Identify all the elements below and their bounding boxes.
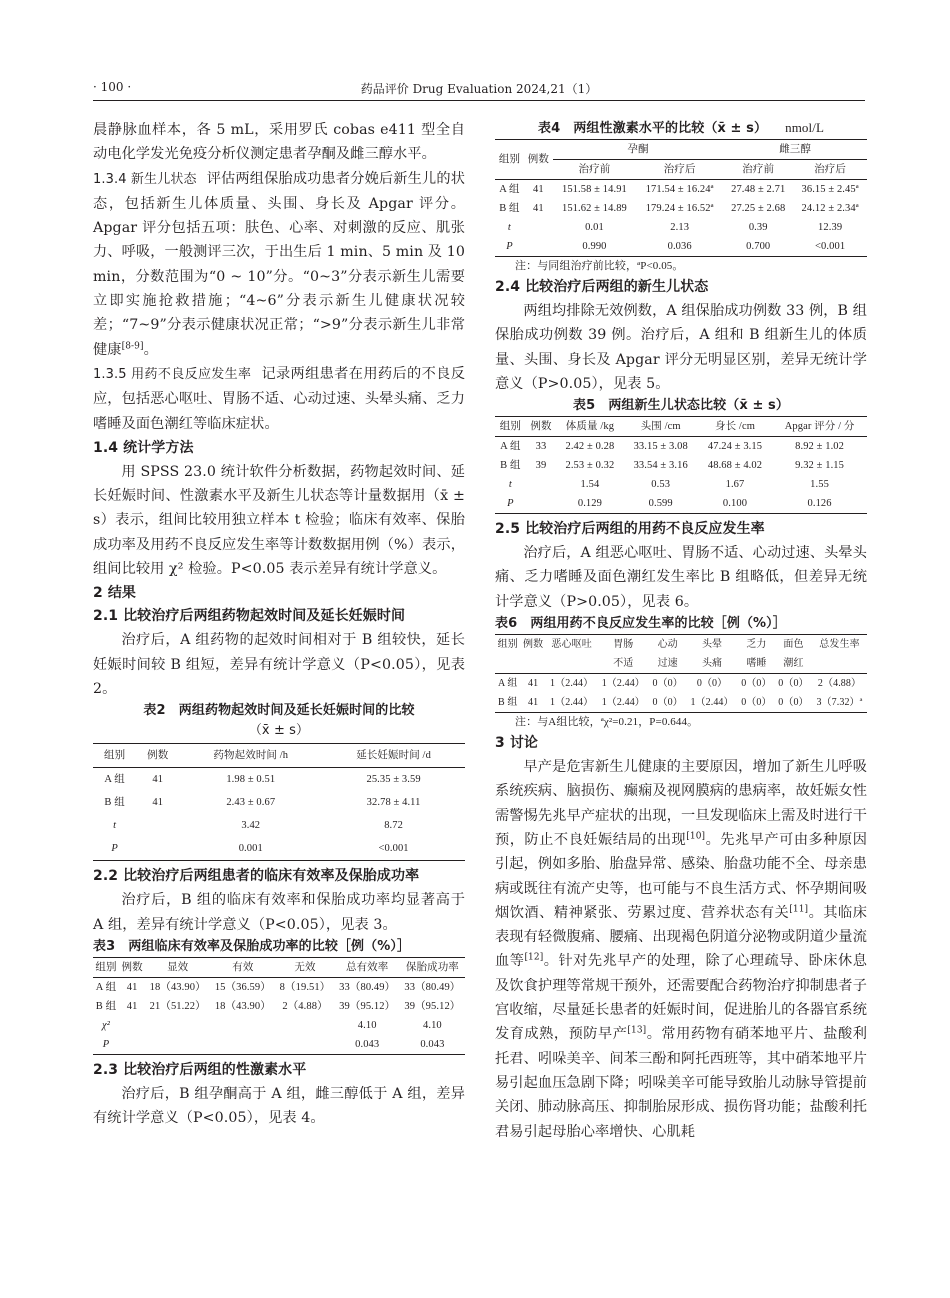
- table-cell: <0.001: [378, 843, 409, 855]
- table-cell: [145, 1035, 210, 1055]
- subsection-title: 1.3.4 新生儿状态: [93, 171, 197, 187]
- table6-note: 注：与A组比较，ªχ²=0.21，P=0.644。: [515, 716, 699, 729]
- table-cell: t: [507, 222, 511, 233]
- table-header: 心动: [657, 639, 678, 651]
- table-cell: 0.01: [585, 222, 604, 233]
- table-cell: 1（2.44）: [601, 678, 645, 690]
- table-header: 总有效率: [335, 957, 400, 977]
- table-header: 组别: [93, 744, 136, 768]
- table-row: [495, 180, 867, 200]
- heading-2-1: 2.1 比较治疗后两组药物起效时间及延长妊娠时间: [93, 608, 406, 625]
- table-cell: 0（0）: [778, 697, 809, 709]
- table-cell: 33: [535, 441, 547, 453]
- table-6: [495, 634, 867, 713]
- table-cell: 8（19.51）: [279, 981, 331, 993]
- table-cell: 0.990: [582, 241, 607, 252]
- table-subheader: 治疗后: [636, 160, 723, 180]
- heading-2-3: 2.3 比较治疗后两组的性激素水平: [93, 1061, 307, 1078]
- table-cell: 3（7.32）ª: [816, 697, 863, 709]
- table-subheader: 治疗前: [553, 160, 636, 180]
- paragraph-2-3: 治疗后，B 组孕酮高于 A 组，雌三醇低于 A 组，差异有统计学意义（P<0.05），见表 4。: [93, 1085, 465, 1127]
- table2-caption: 表2 两组药物起效时间及延长妊娠时间的比较: [143, 703, 415, 719]
- heading-2-5: 2.5 比较治疗后两组的用药不良反应发生率: [495, 521, 765, 538]
- table-header: 组别: [495, 140, 524, 180]
- table-cell: χ²: [102, 1019, 110, 1031]
- table-row: [93, 997, 465, 1016]
- table-cell: B 组: [499, 203, 520, 214]
- table-cell: t: [113, 820, 117, 832]
- table-cell: 18（43.90）: [149, 981, 206, 993]
- table-header: 组别: [497, 639, 518, 651]
- table-header: 例数: [526, 417, 557, 437]
- table-header: [546, 654, 598, 674]
- table-header: 药物起效时间 /h: [179, 744, 322, 768]
- left-column: [93, 118, 465, 1130]
- table-cell: [526, 475, 557, 494]
- table-cell: A 组: [497, 678, 518, 690]
- paragraph-statistics: 用 SPSS 23.0 统计软件分析数据，药物起效时间、延长妊娠时间、性激素水平及新生儿状态等计量数据用（x̄ ± s）表示，组间比较用独立样本 t 检验；临床有效率、保胎成功率及用药不良反应发生率等计数数据用例（%）表示，组间比较用 χ² 检验。P<0.05 表示差异有统计学意义。: [93, 463, 465, 578]
- table-row: [495, 456, 867, 475]
- table-cell: [210, 1016, 275, 1035]
- table-cell: 15（36.59）: [214, 981, 271, 993]
- table-row: [93, 814, 465, 837]
- table-cell: 171.54 ± 16.24ª: [645, 184, 714, 195]
- table-cell: 2（4.88）: [282, 1000, 328, 1012]
- table-cell: 4.10: [423, 1019, 442, 1031]
- table-cell: [524, 237, 553, 257]
- table-header: 延长妊娠时间 /d: [322, 744, 465, 768]
- table-cell: 48.68 ± 4.02: [707, 460, 763, 472]
- table-cell: [526, 494, 557, 514]
- table-cell: 1（2.44）: [550, 678, 594, 690]
- table-header: 头晕: [701, 639, 723, 651]
- heading-discussion: 3 讨论: [495, 735, 539, 752]
- table-header: 组别: [93, 957, 119, 977]
- table-cell: 33（80.49）: [404, 981, 461, 993]
- table-subheader: 治疗前: [723, 160, 793, 180]
- table-row: [93, 768, 465, 792]
- table-cell: 41: [152, 797, 164, 809]
- table-header: Apgar 评分 / 分: [772, 417, 867, 437]
- table-header: 显效: [145, 957, 210, 977]
- table-cell: 179.24 ± 16.52ª: [645, 203, 714, 214]
- table5-caption: 表5 两组新生儿状态比较（x̄ ± s）: [572, 398, 789, 414]
- table-header: 组别: [495, 417, 526, 437]
- table-row: [495, 218, 867, 237]
- table-header: 头痛: [686, 654, 738, 674]
- table-2: [93, 743, 465, 861]
- table-cell: 0（0）: [652, 697, 683, 709]
- section-1-3-5: 1.3.5 用药不良反应发生率 记录两组患者在用药后的不良反应，包括恶心呕吐、胃肠不适、心动过速、头晕头痛、乏力嗜睡及面色潮红等临床症状。: [93, 365, 465, 432]
- table-cell: 41: [532, 203, 544, 214]
- table-row: [495, 437, 867, 457]
- table-cell: 33.54 ± 3.16: [633, 460, 688, 472]
- table-cell: 24.12 ± 2.34ª: [801, 203, 859, 214]
- table-subheader: 治疗后: [793, 160, 867, 180]
- table4-unit: nmol/L: [785, 120, 824, 135]
- table-cell: 2.42 ± 0.28: [565, 441, 615, 453]
- table-cell: 41: [126, 1000, 138, 1012]
- table-cell: 151.62 ± 14.89: [561, 203, 627, 214]
- citation: [8-9]: [121, 340, 144, 351]
- heading-1-4: 1.4 统计学方法: [93, 439, 194, 456]
- table-cell: 1.54: [580, 479, 600, 491]
- table-header: 孕酮: [553, 140, 723, 160]
- table-header: 有效: [210, 957, 275, 977]
- table-cell: [524, 218, 553, 237]
- paragraph-2-4: 两组均排除无效例数，A 组保胎成功例数 33 例，B 组保胎成功例数 39 例。治疗后，A 组和 B 组新生儿的体质量、头围、身长及 Apgar 评分无明显区别，差异无统计学意义（P>0.05），见表 5。: [495, 303, 867, 392]
- table-cell: 21（51.22）: [149, 1000, 206, 1012]
- table-row: [93, 791, 465, 814]
- table-header: 面色: [783, 639, 804, 651]
- table-cell: B 组: [104, 797, 125, 809]
- table-cell: 41: [527, 678, 539, 690]
- table-cell: [119, 1016, 145, 1035]
- table-cell: 12.39: [818, 222, 843, 233]
- table-cell: 0（0）: [652, 678, 683, 690]
- table-cell: 2.43 ± 0.67: [226, 797, 276, 809]
- table-header: 身长 /cm: [698, 417, 772, 437]
- table-header: [520, 654, 545, 674]
- table-cell: 0（0）: [741, 678, 772, 690]
- table-row: [93, 837, 465, 861]
- table-cell: 2.53 ± 0.32: [565, 460, 615, 472]
- table-cell: 151.58 ± 14.91: [561, 184, 627, 195]
- table-row: [495, 693, 867, 713]
- table-header: 体质量 /kg: [556, 417, 623, 437]
- table-cell: 8.92 ± 1.02: [795, 441, 844, 453]
- table-cell: A 组: [500, 441, 521, 453]
- table-5: [495, 416, 867, 514]
- table-cell: 0.53: [651, 479, 671, 491]
- journal-title: 药品评价 Drug Evaluation 2024,21（1）: [360, 82, 598, 96]
- table-header: 例数: [119, 957, 145, 977]
- table-header: 头围 /cm: [624, 417, 698, 437]
- table-cell: 1.55: [810, 479, 829, 491]
- paragraph-2-1: 治疗后，A 组药物的起效时间相对于 B 组较快，延长妊娠时间较 B 组短，差异有统计学意义（P<0.05），见表 2。: [93, 632, 465, 697]
- paragraph-2-5: 治疗后，A 组恶心呕吐、胃肠不适、心动过速、头晕头痛、乏力嗜睡及面色潮红发生率比 B 组略低，但差异无统计学意义（P>0.05），见表 6。: [495, 545, 867, 610]
- table-header: 雌三醇: [723, 140, 867, 160]
- table-4: [495, 139, 867, 257]
- table-cell: 0（0）: [741, 697, 772, 709]
- heading-2-4: 2.4 比较治疗后两组的新生儿状态: [495, 279, 709, 295]
- table-header: 不适: [597, 654, 649, 674]
- page-header: [93, 80, 865, 100]
- table-cell: P: [102, 1038, 110, 1050]
- table-cell: 1.98 ± 0.51: [226, 774, 276, 786]
- table-row: [495, 199, 867, 218]
- table-header: 嗜睡: [738, 654, 775, 674]
- table-cell: 1（2.44）: [690, 697, 734, 709]
- table-cell: 33（80.49）: [339, 981, 396, 993]
- heading-2-2: 2.2 比较治疗后两组患者的临床有效率及保胎成功率: [93, 868, 420, 885]
- table-cell: [136, 814, 179, 837]
- table-cell: A 组: [104, 774, 125, 786]
- table-cell: 9.32 ± 1.15: [795, 460, 844, 472]
- table-cell: 4.10: [357, 1019, 377, 1031]
- table-cell: 32.78 ± 4.11: [366, 797, 421, 809]
- table-cell: A 组: [499, 184, 520, 195]
- table-cell: 1（2.44）: [550, 697, 594, 709]
- table6-caption: 表6 两组用药不良反应发生率的比较［例（%）］: [495, 616, 786, 632]
- header-rule: [93, 100, 865, 101]
- table-cell: [275, 1016, 334, 1035]
- paragraph-2-2: 治疗后，B 组的临床有效率和保胎成功率均显著高于 A 组，差异有统计学意义（P<0.05），见表 3。: [93, 892, 465, 933]
- table-cell: 3.42: [241, 820, 261, 832]
- table-cell: 33.15 ± 3.08: [633, 441, 688, 453]
- table-cell: 0.043: [355, 1038, 380, 1050]
- table-cell: 0.001: [238, 843, 263, 855]
- table-row: [93, 1035, 465, 1055]
- table-cell: 8.72: [384, 820, 403, 832]
- table-cell: 1.67: [725, 479, 745, 491]
- citation: [13]: [627, 1025, 647, 1036]
- section-1-3-4: 1.3.4 新生儿状态 评估两组保胎成功患者分娩后新生儿的状态，包括新生儿体质量、头围、身长及 Apgar 评分。Apgar 评分包括五项：肤色、心率、对刺激的反应、肌张力、呼吸，一般测评三次，于出生后 1 min、5 min 及 10 min，分数范围为“0 ~ 10”分。“0~3”分表示新生儿需要立即实施抢救措施；“4~6”分表示新生儿健康状况较差；“7~9”分表示健康状况正常；“>9”分表示新生儿非常健康[8-9]。: [93, 170, 465, 358]
- table-cell: [119, 1035, 145, 1055]
- table-cell: B 组: [500, 460, 521, 472]
- table-cell: 41: [126, 981, 138, 993]
- table3-caption: 表3 两组临床有效率及保胎成功率的比较［例（%）］: [93, 938, 411, 954]
- table-cell: [145, 1016, 210, 1035]
- table-header: 潮红: [775, 654, 812, 674]
- table-header: 总发生率: [819, 639, 860, 651]
- table-cell: A 组: [95, 981, 117, 993]
- table-header: 无效: [275, 957, 334, 977]
- table-header: 乏力: [746, 639, 767, 651]
- table-cell: 1（2.44）: [601, 697, 645, 709]
- table-cell: 25.35 ± 3.59: [366, 774, 421, 786]
- table-cell: 0.100: [722, 498, 748, 510]
- table-cell: P: [506, 241, 513, 252]
- heading-results: 2 结果: [93, 585, 137, 602]
- table4-caption: 表4 两组性激素水平的比较（x̄ ± s） nmol/L: [537, 120, 824, 136]
- table-row: [93, 977, 465, 997]
- table-cell: 2.13: [670, 222, 690, 233]
- table-cell: 0.043: [420, 1038, 445, 1050]
- table-cell: <0.001: [815, 241, 846, 252]
- citation: [10]: [686, 831, 706, 842]
- table-cell: 36.15 ± 2.45ª: [801, 184, 859, 195]
- table-cell: 39（95.12）: [404, 1000, 461, 1012]
- table-cell: 41: [532, 184, 544, 195]
- table-cell: P: [111, 843, 118, 855]
- table-cell: 39（95.12）: [339, 1000, 396, 1012]
- table-cell: 0（0）: [778, 678, 809, 690]
- table-cell: 0.129: [577, 498, 602, 510]
- table-cell: 47.24 ± 3.15: [707, 441, 763, 453]
- table4-note: 注：与同组治疗前比较，ªP<0.05。: [515, 260, 684, 272]
- table-cell: 18（43.90）: [214, 1000, 271, 1012]
- subsection-title: 1.3.5 用药不良反应发生率: [93, 366, 252, 382]
- table-cell: P: [507, 498, 514, 510]
- table-3: [93, 957, 465, 1055]
- table-cell: [275, 1035, 334, 1055]
- table-cell: B 组: [95, 1000, 117, 1012]
- paragraph-discussion: 早产是危害新生儿健康的主要原因，增加了新生儿呼吸系统疾病、脑损伤、癫痫及视网膜病的患病率，故妊娠女性需警惕先兆早产症状的出现，一旦发现临床上需及时进行干预，防止不良妊娠结局的出现[10]。先兆早产可由多种原因引起，例如多胎、胎盘异常、感染、胎盘功能不全、母亲患病或既往有流产史等，也可能与不良生活方式、怀孕期间吸烟饮酒、精神紧张、劳累过度、营养状态有关[11]。其临床表现有轻微腹痛、腰痛、出现褐色阴道分泌物或阴道少量流血等[12]。针对先兆早产的处理，除了心理疏导、卧床休息及饮食护理等常规干预外，还需要配合药物治疗抑制患者子宫收缩，尽量延长患者的妊娠时间，促进胎儿的各器官系统发育成熟，预防早产[13]。常用药物有硝苯地平片、盐酸利托君、吲哚美辛、间苯三酚和阿托西班等，其中硝苯地平片易引起血压急剧下降；吲哚美辛可能导致胎儿动脉导管提前关闭、肺动脉高压、抑制胎尿形成、损伤肾功能；盐酸利托君易引起母胎心率增快、心肌耗: [495, 759, 868, 1140]
- table-header: 例数: [522, 639, 544, 651]
- page-number: · 100 ·: [93, 80, 132, 94]
- table-row: [93, 1016, 465, 1035]
- table-cell: [136, 837, 179, 861]
- paragraph-sampling: 晨静脉血样本，各 5 mL，采用罗氏 cobas e411 型全自动电化学发光免疫分析仪测定患者孕酮及雌三醇水平。: [93, 122, 465, 163]
- table-cell: 27.48 ± 2.71: [731, 184, 786, 195]
- table-header: 胃肠: [613, 639, 634, 651]
- table-row: [495, 674, 867, 694]
- table-cell: 2（4.88）: [817, 678, 862, 690]
- table-header: 例数: [136, 744, 179, 768]
- table-cell: 0（0）: [696, 678, 728, 690]
- table-cell: 0.700: [746, 241, 771, 252]
- table-cell: 0.126: [807, 498, 832, 510]
- table-cell: [210, 1035, 275, 1055]
- table-cell: 27.25 ± 2.68: [731, 203, 786, 214]
- table-cell: 0.39: [748, 222, 768, 233]
- citation: [12]: [524, 952, 544, 963]
- table-cell: 41: [152, 774, 164, 786]
- table-header: [495, 654, 520, 674]
- table-row: [495, 475, 867, 494]
- table-header: 过速: [649, 654, 686, 674]
- table-row: [495, 237, 867, 257]
- table-header: 例数: [524, 140, 553, 180]
- table-cell: 41: [527, 697, 539, 709]
- table-header: 保胎成功率: [400, 957, 465, 977]
- table-cell: 39: [535, 460, 547, 472]
- table-cell: 0.599: [648, 498, 673, 510]
- table-row: [495, 494, 867, 514]
- citation: [11]: [789, 904, 809, 915]
- right-column: [495, 118, 867, 1144]
- table-cell: t: [508, 479, 512, 491]
- table2-caption-unit: （x̄ ± s）: [248, 723, 310, 739]
- table-header: [812, 654, 867, 674]
- table-cell: 0.036: [667, 241, 692, 252]
- table-header: 恶心呕吐: [551, 639, 592, 651]
- table-cell: B 组: [497, 697, 518, 709]
